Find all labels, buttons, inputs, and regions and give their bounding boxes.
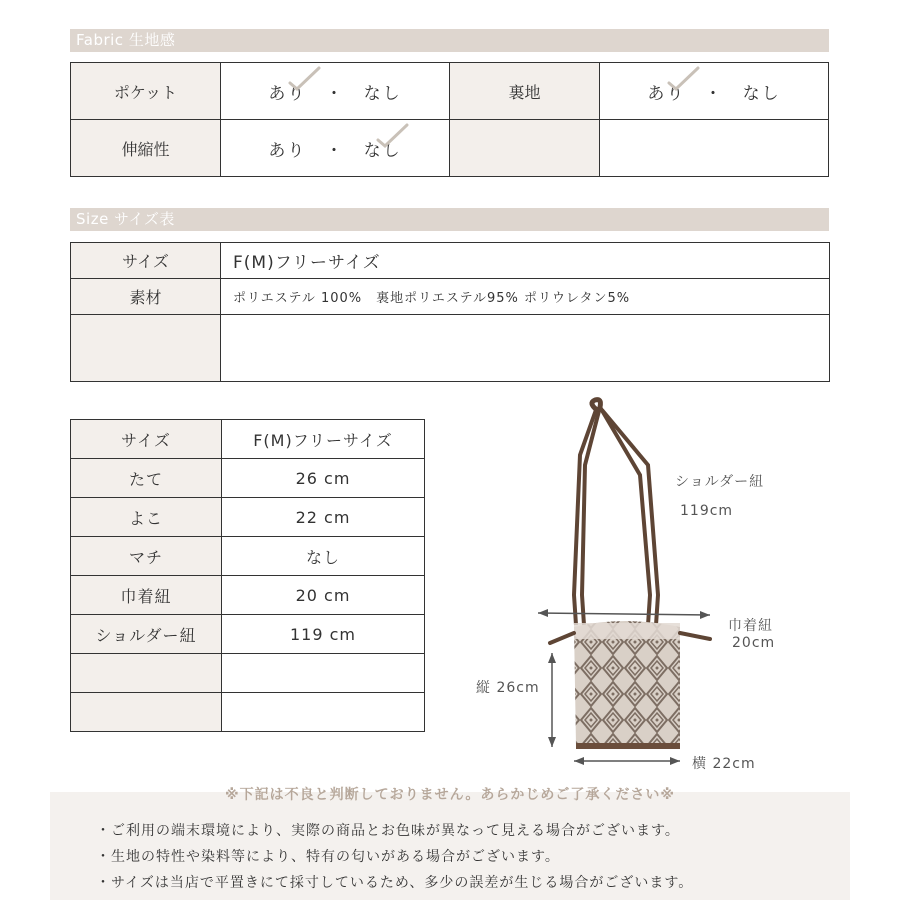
choice-separator: ・ (325, 83, 345, 104)
table-row (71, 120, 829, 177)
lining-label: 裏地 (450, 63, 600, 120)
width-arrow (574, 757, 680, 765)
drawstring-label: 巾着紐 (728, 618, 773, 634)
choice-yes (268, 79, 306, 104)
notice-line: ・生地の特性や染料等により、特有の匂いがある場合がございます。 (96, 849, 560, 865)
choice-separator: ・ (704, 83, 724, 104)
bag-body (550, 621, 710, 749)
table-row (71, 63, 829, 120)
size-section-header: Size サイズ表 (70, 208, 829, 231)
table-row (71, 279, 830, 315)
material-label: 素材 (71, 279, 221, 315)
measure-value (222, 654, 425, 693)
table-row (71, 315, 830, 382)
notice-box (50, 787, 850, 900)
material-value: ポリエステル 100% 裏地ポリエステル95% ポリウレタン5% (221, 279, 830, 315)
measurement-table (70, 419, 425, 732)
table-row (71, 693, 425, 732)
notice-line: ・サイズは当店で平置きにて採寸しているため、多少の誤差が生じる場合がございます。 (96, 875, 694, 891)
measure-label (71, 693, 222, 732)
measure-value (222, 693, 425, 732)
measure-label: ショルダー紐 (71, 615, 222, 654)
measure-value: 20 cm (222, 576, 425, 615)
measure-value: 22 cm (222, 498, 425, 537)
drawstring-arrow (538, 609, 710, 619)
choice-yes: あり (268, 140, 307, 161)
empty-label-cell (450, 120, 600, 177)
empty-value-cell (600, 120, 829, 177)
choice-no-text: なし (363, 140, 402, 161)
measure-value: 26 cm (222, 459, 425, 498)
table-row (71, 654, 425, 693)
size-label: サイズ (71, 243, 221, 279)
measure-label (71, 654, 222, 693)
bag-illustration (470, 395, 790, 775)
measure-value: F(M)フリーサイズ (222, 420, 425, 459)
shoulder-strap-label: ショルダー紐 (675, 474, 765, 490)
fabric-table (70, 62, 829, 177)
empty-label-cell (71, 315, 221, 382)
stretch-choice (221, 120, 450, 177)
fabric-section-header: Fabric 生地感 (70, 29, 829, 52)
lining-choice (600, 63, 829, 120)
notice-line: ・ご利用の端末環境により、実際の商品とお色味が異なって見える場合がございます。 (96, 823, 680, 839)
size-value: F(M)フリーサイズ (221, 243, 830, 279)
measure-value: なし (222, 537, 425, 576)
empty-value-cell (221, 315, 830, 382)
stretch-label: 伸縮性 (71, 120, 221, 177)
bag-diagram (470, 395, 790, 775)
table-row (71, 459, 425, 498)
notice-title: ※下記は不良と判断しておりません。あらかじめご了承ください※ (224, 787, 676, 803)
choice-no: なし (742, 83, 781, 104)
size-table (70, 242, 830, 382)
drawstring-value: 20cm (732, 635, 776, 651)
table-row (71, 537, 425, 576)
width-label: 横 22cm (692, 756, 756, 772)
table-row (71, 576, 425, 615)
table-row (71, 615, 425, 654)
measure-label: サイズ (71, 420, 222, 459)
choice-yes-text: あり (647, 83, 686, 104)
measure-label: よこ (71, 498, 222, 537)
shoulder-strap (574, 400, 658, 625)
check-mark-icon (286, 65, 322, 93)
shoulder-strap-value: 119cm (680, 503, 734, 519)
choice-no (364, 136, 402, 161)
table-row (71, 243, 830, 279)
measure-label: マチ (71, 537, 222, 576)
pocket-choice (221, 63, 450, 120)
measure-label: 巾着紐 (71, 576, 222, 615)
choice-yes (647, 79, 685, 104)
pocket-label: ポケット (71, 63, 221, 120)
measure-value: 119 cm (222, 615, 425, 654)
choice-no: なし (363, 83, 402, 104)
choice-yes-text: あり (268, 83, 307, 104)
check-mark-icon (665, 65, 701, 93)
height-arrow (548, 653, 556, 747)
measure-label: たて (71, 459, 222, 498)
table-row (71, 420, 425, 459)
choice-separator: ・ (325, 140, 345, 161)
table-row (71, 498, 425, 537)
check-mark-icon (374, 122, 410, 150)
height-label: 縦 26cm (476, 680, 540, 696)
